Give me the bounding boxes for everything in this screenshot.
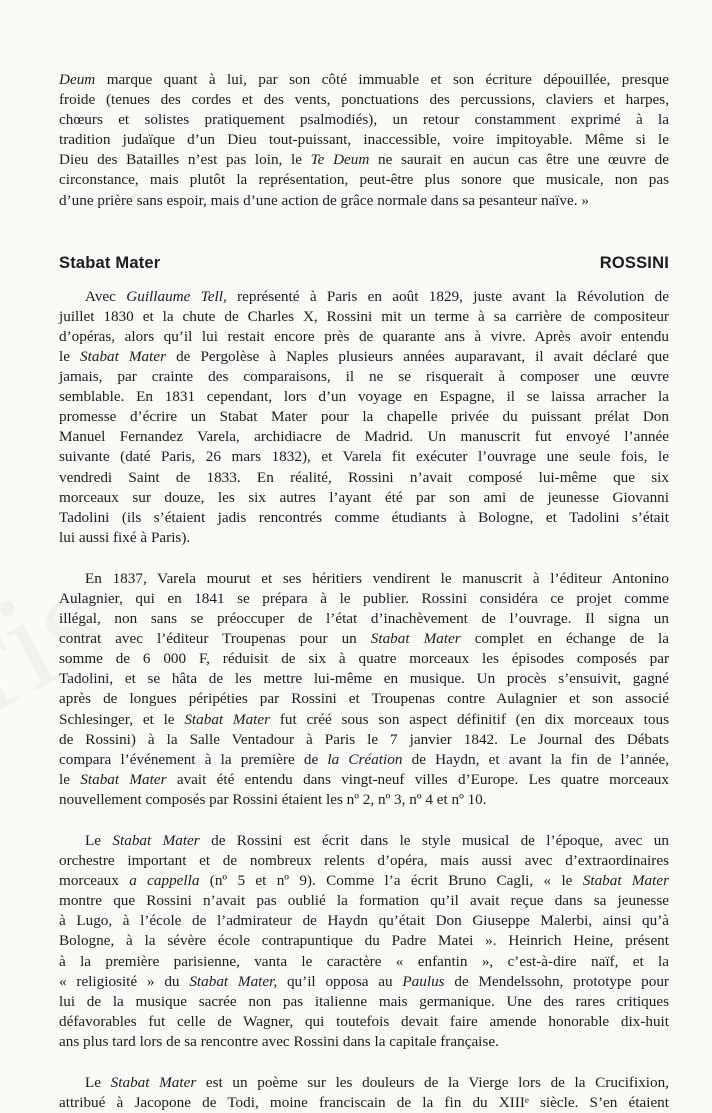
text-line xyxy=(59,170,669,190)
text-run: montre que Rossini n’avait pas oublié la formation qu’il avait reçue dans sa jeunesse xyxy=(59,892,669,910)
text-run: Manuel Fernandez Varela, archidiacre de Madrid. Un manuscrit fut envoyé l’année xyxy=(59,428,669,446)
italic-text: Deum xyxy=(59,71,96,88)
page-content xyxy=(59,70,669,1113)
text-line xyxy=(59,750,669,770)
text-line xyxy=(59,730,669,750)
text-run: circonstance, mais plutôt la représentation, peut-être plus sonore que musicale, non pas xyxy=(59,171,669,189)
text-line xyxy=(59,508,669,528)
text-run: de Pergolèse à Naples plusieurs années auparavant, il avait déclaré que xyxy=(166,347,670,365)
text-line xyxy=(59,447,669,467)
text-run: d’une prière sans espoir, mais d’une action de grâce normale dans sa pesanteur naïve. » xyxy=(59,191,589,209)
text-run: juillet 1830 et la chute de Charles X, Rossini mit un terme à sa carrière de compositeur xyxy=(59,307,669,325)
text-line xyxy=(59,70,669,90)
text-line xyxy=(59,347,669,367)
text-run: après de longues péripéties par Rossini et Troupenas contre Aulagnier et son associé xyxy=(59,690,669,708)
text-line xyxy=(59,150,669,170)
body-paragraph xyxy=(59,1073,669,1113)
text-run: somme de 6 000 F, réduisit de six à quatre morceaux les épisodes composés par xyxy=(59,650,669,668)
text-run: de Rossini) à la Salle Ventadour à Paris le 7 janvier 1842. Le Journal des Débats xyxy=(59,730,669,748)
section-composer: ROSSINI xyxy=(599,253,669,272)
text-run: Le xyxy=(85,832,113,849)
text-run: le xyxy=(59,770,81,788)
text-line xyxy=(59,528,669,548)
text-line xyxy=(59,952,669,972)
text-run: représenté à Paris en août 1829, juste avant la Révolution de xyxy=(226,287,669,305)
text-run: ne saurait en aucun cas être une œuvre de xyxy=(369,151,669,169)
italic-text: Paulus xyxy=(402,972,445,990)
text-line xyxy=(59,609,669,629)
text-run: de Haydn, et avant la fin de l’année, xyxy=(402,750,669,768)
text-run: semblable. En 1831 cependant, lors d’un voyage en Espagne, il se laissa arracher la xyxy=(59,388,669,406)
text-run: suivante (daté Paris, 26 mars 1832), et Varela fit exécuter l’ouvrage une seule fois, le xyxy=(59,448,669,466)
text-run: Tadolini (ils s’étaient jadis rencontrés comme étudiants à Bologne, et Tadolini s’était xyxy=(59,508,669,526)
text-run: tradition judaïque d’un Dieu tout-puissant, inaccessible, voire impitoyable. Même si le xyxy=(59,131,669,149)
text-line xyxy=(59,1012,669,1032)
text-line xyxy=(59,191,669,211)
italic-text: Stabat Mater xyxy=(80,770,167,788)
text-line xyxy=(59,1073,669,1093)
section-title: Stabat Mater xyxy=(59,253,161,272)
text-run: Dieu des Batailles n’est pas loin, le xyxy=(59,151,311,169)
italic-text: Stabat Mater xyxy=(110,1074,197,1092)
text-run: de Mendelssohn, prototype pour xyxy=(444,972,669,990)
text-line xyxy=(59,851,669,871)
section-body xyxy=(59,287,669,1113)
text-run: compara l’événement à la première de xyxy=(59,750,328,768)
text-run: à la première parisienne, vanta le caractère « enfantin », c’est-à-dire naïf, et la xyxy=(59,952,669,970)
text-line xyxy=(59,770,669,790)
text-run: à Lugo, à l’école de l’admirateur de Haydn qu’était Don Giuseppe Malerbi, ainsi qu’à xyxy=(59,912,669,930)
text-line xyxy=(59,427,669,447)
text-line xyxy=(59,130,669,150)
text-run: lui aussi fixé à Paris). xyxy=(59,528,191,546)
italic-text: Stabat Mater xyxy=(184,710,271,728)
text-run: Le xyxy=(85,1074,111,1092)
text-run: avait été entendu dans vingt-neuf villes d’Europe. Les quatre morceaux xyxy=(166,770,669,788)
text-run: « religiosité » du xyxy=(59,972,190,990)
text-line xyxy=(59,649,669,669)
text-run: de Rossini est écrit dans le style musical de l’époque, avec un xyxy=(199,832,669,849)
italic-text: Guillaume Tell, xyxy=(126,287,227,305)
text-run: contrat avec l’éditeur Troupenas pour un xyxy=(59,630,371,648)
text-line xyxy=(59,1032,669,1052)
text-line xyxy=(59,891,669,911)
text-line xyxy=(59,911,669,931)
text-run: jamais, par crainte des comparaisons, il ne se risquerait à composer une œuvre xyxy=(59,368,669,386)
text-line xyxy=(59,407,669,427)
text-line xyxy=(59,992,669,1012)
text-run: vendredi Saint de 1833. En réalité, Rossini n’avait composé lui-même que six xyxy=(59,468,669,486)
text-run: Aulagnier, qui en 1841 se prépara à le publier. Rossini considéra ce projet comme xyxy=(59,589,669,607)
italic-text: a cappella xyxy=(129,872,200,890)
text-run: qu’il opposa au xyxy=(277,972,403,990)
italic-text: Stabat Mater, xyxy=(189,972,278,990)
body-paragraph xyxy=(59,831,669,1052)
text-line xyxy=(59,327,669,347)
text-line xyxy=(59,569,669,589)
body-paragraph xyxy=(59,569,669,810)
italic-text: la Création xyxy=(327,750,403,768)
italic-text: Stabat Mater xyxy=(80,347,167,365)
text-run: fut créé sous son aspect définitif (en dix morceaux tous xyxy=(270,710,669,728)
text-run: marque quant à lui, par son côté immuable et son écriture dépouillée, presque xyxy=(95,71,669,88)
text-run: morceaux xyxy=(59,872,130,890)
text-line xyxy=(59,90,669,110)
section-heading xyxy=(59,254,669,273)
text-line xyxy=(59,629,669,649)
text-run: le xyxy=(59,347,81,365)
text-line xyxy=(59,387,669,407)
text-line xyxy=(59,110,669,130)
text-line xyxy=(59,307,669,327)
text-run: (nº 5 et nº 9). Comme l’a écrit Bruno Cagli, « le xyxy=(199,872,583,890)
text-line xyxy=(59,871,669,891)
text-line xyxy=(59,790,669,810)
text-line xyxy=(59,589,669,609)
italic-text: Stabat Mater xyxy=(582,872,670,890)
italic-text: Stabat Mater xyxy=(112,832,200,849)
text-run: est un poème sur les douleurs de la Vierge lors de la Crucifixion, xyxy=(196,1074,669,1092)
paragraph-gap xyxy=(59,810,669,831)
text-run: d’opéras, alors qu’il lui restait encore près de quarante ans à vivre. Après avoir entendu xyxy=(59,327,669,345)
text-run: Avec xyxy=(85,287,127,305)
text-run: chœurs et solistes pratiquement psalmodiés), un retour constamment exprimé à la xyxy=(59,111,669,129)
text-run: lui de la musique sacrée non pas italienne mais germanique. Une des rares critiques xyxy=(59,992,669,1010)
text-run: Bologne, à la sévère école contrapuntique du Padre Matei ». Heinrich Heine, présent xyxy=(59,932,669,950)
text-line xyxy=(59,669,669,689)
text-run: froide (tenues des cordes et des vents, ponctuations des percussions, claviers et harpes, xyxy=(59,91,669,109)
text-line xyxy=(59,972,669,992)
paragraph-gap xyxy=(59,1052,669,1073)
text-line xyxy=(59,710,669,730)
text-run: ans plus tard lors de sa rencontre avec Rossini dans la capitale française. xyxy=(59,1032,499,1050)
intro-paragraph xyxy=(59,70,669,211)
text-run: En 1837, Varela mourut et ses héritiers vendirent le manuscrit à l’éditeur Antonino xyxy=(85,569,669,587)
text-line xyxy=(59,1093,669,1113)
text-run: orchestre important et de nombreux relents d’opéra, mais aussi avec d’extraordinaires xyxy=(59,852,669,870)
text-run: morceaux sur douze, les six autres l’ayant été par son ami de jeunesse Giovanni xyxy=(59,488,669,506)
text-line xyxy=(59,468,669,488)
text-run: Tadolini, et se hâta de les mettre lui-même en musique. Un procès s’ensuivit, gagné xyxy=(59,670,669,688)
text-line xyxy=(59,689,669,709)
italic-text: Te Deum xyxy=(310,151,370,169)
text-run: Schlesinger, et le xyxy=(59,710,185,728)
text-line xyxy=(59,367,669,387)
text-line xyxy=(59,931,669,951)
paragraph-gap xyxy=(59,548,669,569)
text-run: illégal, non sans se préoccuper de l’état d’inachèvement de l’ouvrage. Il signa un xyxy=(59,610,669,628)
text-run: attribué à Jacopone de Todi, moine franciscain de la fin du XIIIᵉ siècle. S’en étaient xyxy=(59,1094,669,1112)
text-run: complet en échange de la xyxy=(460,630,670,648)
text-line xyxy=(59,488,669,508)
text-run: promesse d’écrire un Stabat Mater pour la chapelle privée du puissant prélat Don xyxy=(59,408,669,426)
text-line xyxy=(59,287,669,307)
text-run: nouvellement composés par Rossini étaient les nº 2, nº 3, nº 4 et nº 10. xyxy=(59,790,487,808)
italic-text: Stabat Mater xyxy=(370,630,461,648)
text-line xyxy=(59,831,669,851)
body-paragraph xyxy=(59,287,669,548)
text-run: défavorables fut celle de Wagner, qui toutefois devait faire amende honorable dix-huit xyxy=(59,1012,669,1030)
